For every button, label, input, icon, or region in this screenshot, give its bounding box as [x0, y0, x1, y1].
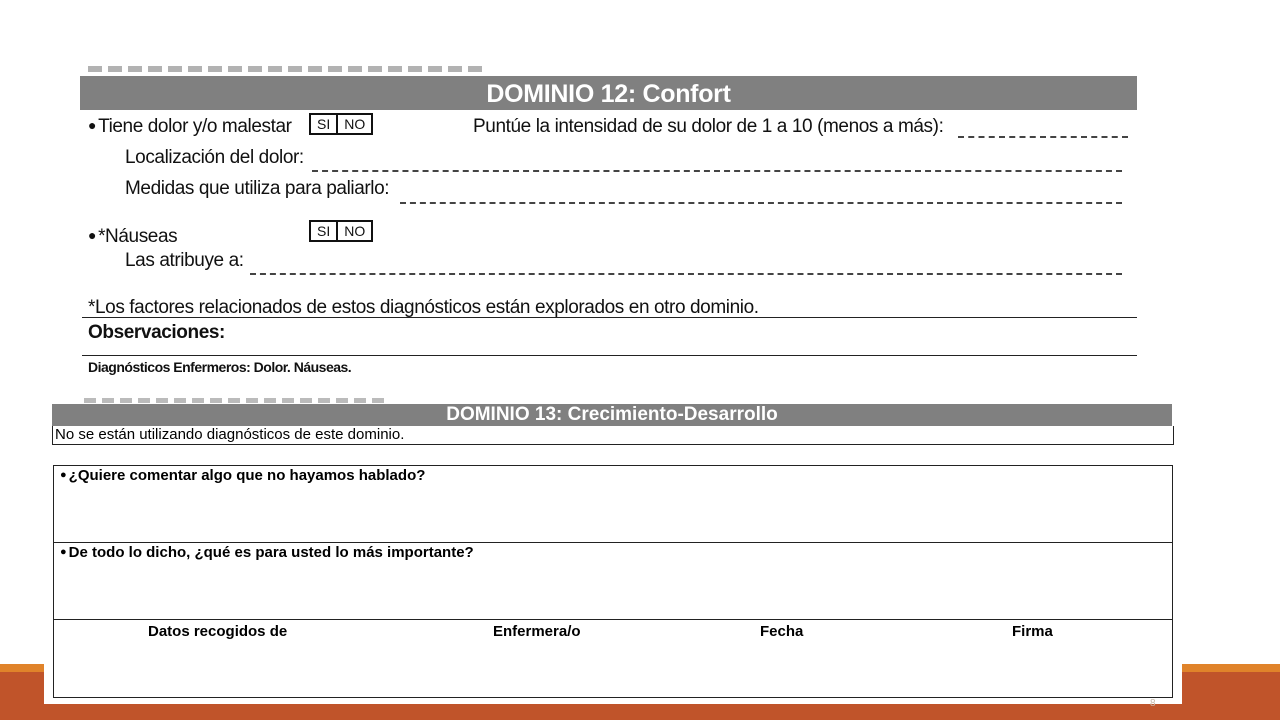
diagnoses-label: Diagnósticos Enfermeros: Dolor. Náuseas.	[88, 359, 352, 375]
attribute-field[interactable]	[250, 273, 1122, 275]
page-number: 8	[1150, 698, 1156, 709]
bullet-icon: ●	[88, 117, 97, 133]
attribute-label: Las atribuye a:	[125, 250, 244, 271]
enfermera-label: Enfermera/o	[493, 623, 581, 640]
measures-label: Medidas que utiliza para paliarlo:	[125, 178, 390, 199]
cropped-text-remnant	[88, 66, 488, 72]
pain-question: ● Tiene dolor y/o malestar	[88, 116, 292, 137]
cropped-text-remnant	[84, 398, 384, 403]
divider	[82, 355, 1137, 356]
importance-question: ● De todo lo dicho, ¿qué es para usted lo más importante?	[60, 544, 474, 561]
si-option[interactable]: SI	[317, 116, 331, 132]
nausea-si-no-box[interactable]	[309, 220, 373, 242]
footnote: *Los factores relacionados de estos diagnósticos están explorados en otro dominio.	[88, 297, 759, 318]
datos-recogidos-label: Datos recogidos de	[148, 623, 288, 640]
comments-table	[53, 465, 1173, 698]
divider	[82, 317, 1137, 318]
nausea-question: ● *Náuseas	[88, 226, 178, 247]
bullet-icon: ●	[60, 469, 67, 481]
bullet-icon: ●	[88, 227, 97, 243]
intensity-field[interactable]	[958, 136, 1128, 138]
measures-field[interactable]	[400, 202, 1122, 204]
si-option[interactable]: SI	[317, 223, 331, 239]
dominio-13-title: DOMINIO 13: Crecimiento-Desarrollo	[52, 404, 1172, 426]
location-field[interactable]	[312, 170, 1122, 172]
fecha-label: Fecha	[760, 623, 804, 640]
no-option[interactable]: NO	[336, 115, 371, 133]
dominio-13-note: No se están utilizando diagnósticos de este dominio.	[52, 426, 1174, 445]
no-option[interactable]: NO	[336, 222, 371, 240]
importance-question-section[interactable]	[54, 543, 1172, 620]
comment-question-section[interactable]	[54, 466, 1172, 543]
pain-si-no-box[interactable]	[309, 113, 373, 135]
comment-question: ● ¿Quiere comentar algo que no hayamos hablado?	[60, 467, 426, 484]
bullet-icon: ●	[60, 546, 67, 558]
dominio-12-title: DOMINIO 12: Confort	[80, 76, 1137, 110]
observations-label: Observaciones:	[88, 322, 225, 343]
signature-row	[54, 621, 1172, 697]
intensity-label: Puntúe la intensidad de su dolor de 1 a 10 (menos a más):	[473, 116, 944, 137]
dominio-13-form	[44, 398, 1182, 704]
firma-label: Firma	[1012, 623, 1053, 640]
location-label: Localización del dolor:	[125, 147, 304, 168]
